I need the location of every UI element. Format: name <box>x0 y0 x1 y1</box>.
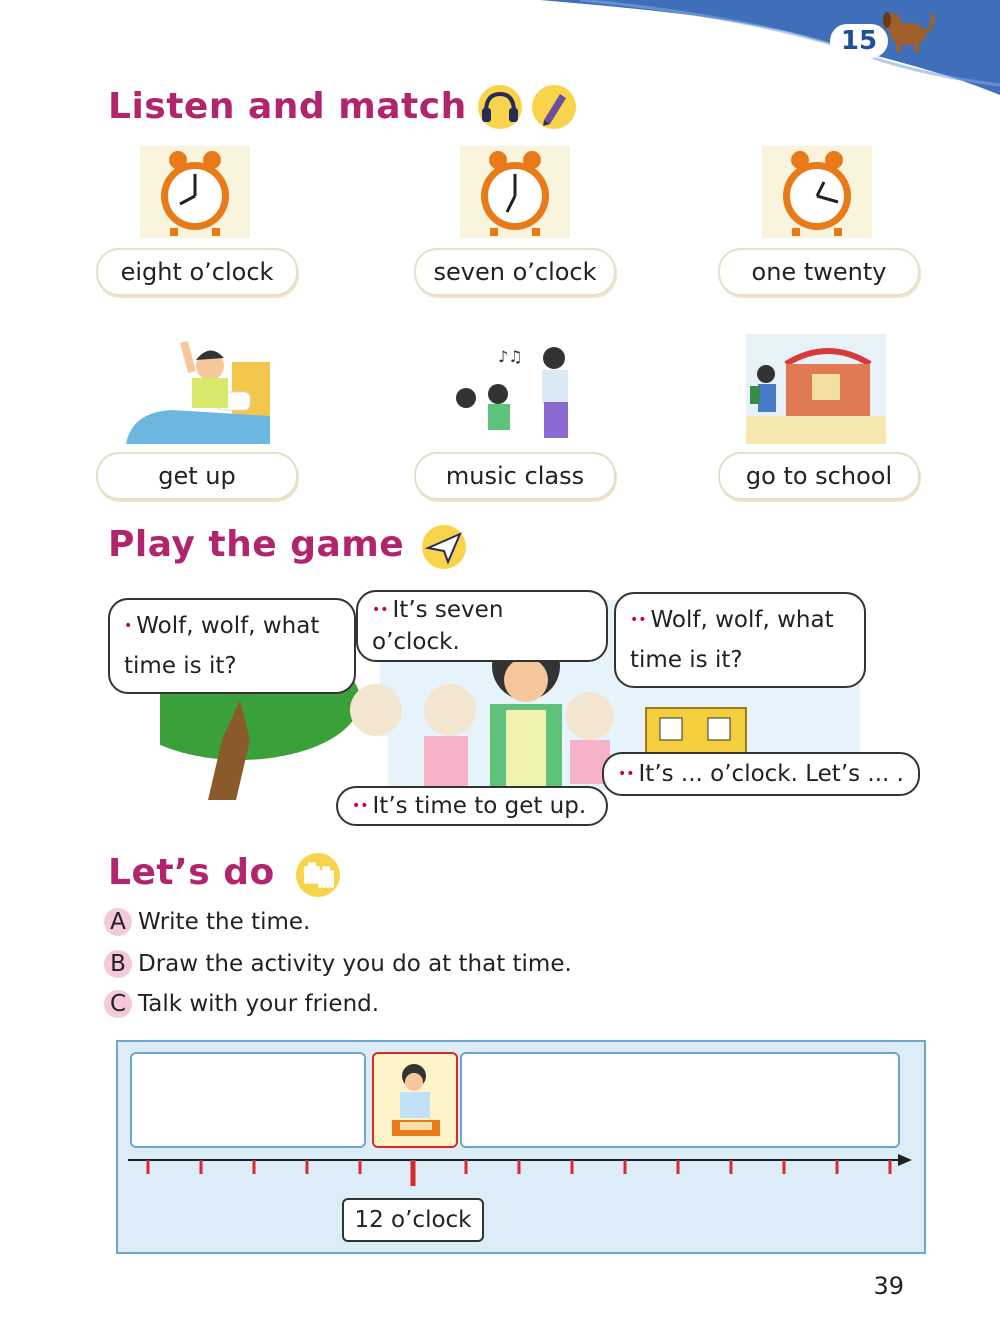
bubble-dot-icon: •• <box>352 798 369 814</box>
step-text: Draw the activity you do at that time. <box>138 951 572 977</box>
speech-bubble <box>614 592 866 688</box>
speech-bubble <box>356 590 608 662</box>
match-label[interactable]: go to school <box>718 452 920 500</box>
play-heading: Play the game <box>108 524 405 565</box>
match-label[interactable]: get up <box>96 452 298 500</box>
time-label[interactable]: 12 o’clock <box>342 1198 484 1242</box>
headphones-icon <box>476 84 524 130</box>
boy-eating-icon <box>374 1054 456 1146</box>
step-text: Write the time. <box>138 909 311 935</box>
step-b <box>104 950 572 978</box>
clock-card <box>460 146 570 238</box>
unit-number-badge: 15 <box>830 24 888 58</box>
timeline-panel <box>116 1040 926 1254</box>
step-a <box>104 908 310 936</box>
clock-card <box>140 146 250 238</box>
step-text: Talk with your friend. <box>138 991 380 1017</box>
clock-card <box>762 146 872 238</box>
match-label[interactable]: seven o’clock <box>414 248 616 296</box>
bubble-dot-icon: •• <box>630 612 647 628</box>
bubble-dot-icon: •• <box>372 602 389 618</box>
alarm-clock-icon <box>762 146 872 238</box>
alarm-clock-icon <box>460 146 570 238</box>
step-letter: B <box>104 950 132 978</box>
dog-icon <box>878 2 938 54</box>
svg-text:♪♫: ♪♫ <box>498 347 523 366</box>
bubble-text: It’s seven o’clock. <box>372 597 504 655</box>
speech-bubble <box>602 752 920 796</box>
music-class-picture <box>446 340 586 444</box>
lets-do-heading: Let’s do <box>108 852 275 893</box>
speech-bubble <box>336 786 608 826</box>
paper-plane-icon <box>420 524 468 570</box>
bubble-text: Wolf, wolf, what <box>136 613 320 639</box>
page-number: 39 <box>873 1272 904 1300</box>
listen-heading: Listen and match <box>108 86 467 127</box>
step-letter: A <box>104 908 132 936</box>
pencil-icon <box>530 84 578 130</box>
match-label[interactable]: one twenty <box>718 248 920 296</box>
get-up-picture <box>122 332 270 444</box>
bubble-text: Wolf, wolf, what <box>650 607 834 633</box>
match-label[interactable]: eight o’clock <box>96 248 298 296</box>
write-box[interactable] <box>130 1052 366 1148</box>
timeline-axis <box>128 1150 914 1190</box>
bubble-text: time is it? <box>124 653 237 679</box>
go-to-school-picture <box>746 334 886 444</box>
step-letter: C <box>104 990 132 1018</box>
bubble-text: It’s time to get up. <box>372 793 587 819</box>
step-c <box>104 990 379 1018</box>
bubble-text: time is it? <box>630 647 743 673</box>
hands-icon <box>294 852 342 898</box>
bubble-text: It’s ... o’clock. Let’s ... . <box>638 761 904 787</box>
lunch-picture-box <box>372 1052 458 1148</box>
bubble-dot-icon: • <box>124 618 133 634</box>
draw-box[interactable] <box>460 1052 900 1148</box>
match-label[interactable]: music class <box>414 452 616 500</box>
alarm-clock-icon <box>140 146 250 238</box>
bubble-dot-icon: •• <box>618 766 635 782</box>
speech-bubble <box>108 598 356 694</box>
